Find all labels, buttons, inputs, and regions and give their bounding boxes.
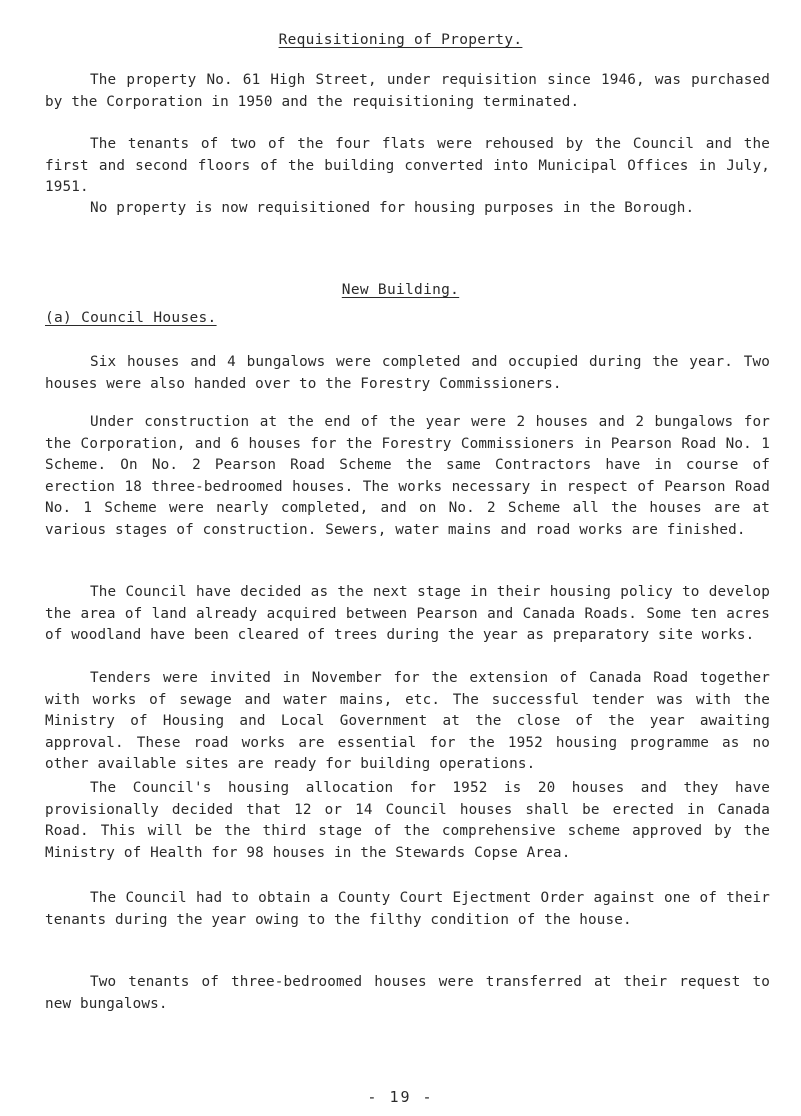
paragraph-requisition-1: The property No. 61 High Street, under requisition since 1946, was purchased by the Corporation in 1950 and the requisitioning terminated.	[45, 72, 770, 110]
paragraph-building-1: Six houses and 4 bungalows were completed and occupied during the year. Two houses were also handed over to the Forestry Commissioners.	[45, 354, 770, 392]
paragraph-building-3: The Council have decided as the next stage in their housing policy to develop the area of land already acquired between Pearson and Canada Roads. Some ten acres of woodland have been cleared of trees during the year as preparatory site works.	[45, 584, 770, 644]
page-title: Requisitioning of Property.	[278, 32, 523, 48]
paragraph-requisition-2: The tenants of two of the four flats were rehoused by the Council and the first and second floors of the building converted into Municipal Offices in July, 1951.	[45, 136, 770, 196]
paragraph-building-6: The Council had to obtain a County Court Ejectment Order against one of their tenants during the year owing to the filthy condition of the house.	[45, 890, 770, 928]
subsection-title: (a) Council Houses.	[45, 310, 217, 326]
paragraph-building-5: The Council's housing allocation for 1952 is 20 houses and they have provisionally decided that 12 or 14 Council houses shall be erected in Canada Road. This will be the third stage of the comprehensive scheme approved by the Ministry of Health for 98 houses in the Stewards Copse Area.	[45, 780, 770, 861]
paragraph-requisition-3: No property is now requisitioned for housing purposes in the Borough.	[90, 200, 695, 216]
page-number: - 19 -	[367, 1088, 434, 1106]
paragraph-building-7: Two tenants of three-bedroomed houses were transferred at their request to new bungalows.	[45, 974, 770, 1012]
section-title: New Building.	[341, 282, 460, 298]
paragraph-building-4: Tenders were invited in November for the extension of Canada Road together with works of sewage and water mains, etc. The successful tender was with the Ministry of Housing and Local Government at the close of the year awaiting approval. These road works are essential for the 1952 housing programme as no other available sites are ready for building operations.	[45, 670, 770, 773]
paragraph-building-2: Under construction at the end of the year were 2 houses and 2 bungalows for the Corporation, and 6 houses for the Forestry Commissioners in Pearson Road No. 1 Scheme. On No. 2 Pearson Road Scheme the same Contractors have in course of erection 18 three-bedroomed houses. The works necessary in respect of Pearson Road No. 1 Scheme were nearly completed, and on No. 2 Scheme all the houses are at various stages of construction. Sewers, water mains and road works are finished.	[45, 414, 770, 538]
